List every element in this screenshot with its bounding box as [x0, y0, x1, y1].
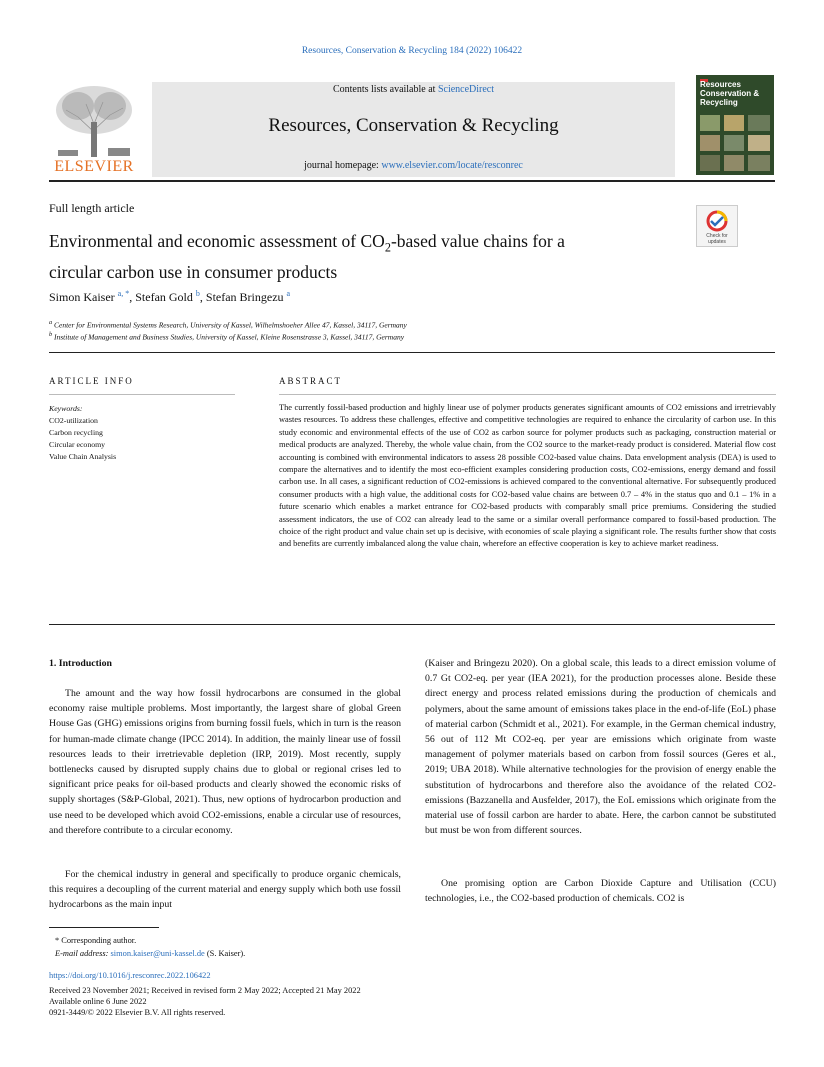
title-subscript: 2: [384, 240, 391, 255]
received-dates: Received 23 November 2021; Received in revised form 2 May 2022; Accepted 21 May 2022: [49, 986, 361, 995]
article-type: Full length article: [49, 201, 135, 215]
keywords-label: Keywords:: [49, 404, 83, 413]
email-label: E-mail address:: [55, 949, 111, 958]
abstract-rule: [279, 394, 776, 395]
available-online: Available online 6 June 2022: [49, 997, 147, 1006]
doi-link[interactable]: [49, 970, 211, 981]
author-affil-sup[interactable]: a: [286, 289, 291, 298]
title-line-2: circular carbon use in consumer products: [49, 261, 338, 282]
copyright: 0921-3449/© 2022 Elsevier B.V. All rights reserved.: [49, 1008, 226, 1017]
keyword-item: Value Chain Analysis: [49, 452, 117, 461]
publisher-logo-text[interactable]: ELSEVIER: [54, 158, 134, 175]
affil-sup: b: [49, 331, 53, 338]
footnote-rule: [49, 927, 159, 928]
abstract-text: The currently fossil-based production and highly linear use of polymer products generates significant amounts of CO2 emissions and irretrievably wastes resources. To address these challenges, effective and competitive technologies are required to enhance the circularity of carbon use. In this study economic and environmental effects of the use of CO2 as carbon source for polymer products such as packaging, construction material or medical products are analyzed. Thereby, the whole value chain, from the CO2 source to the market-ready product is considered. Material flow cost accounting is combined with environmental indicators to assess 28 possible CO2-based value chains. Data envelopment analysis (DEA) is used to compare the alternatives and to identify the most eco-efficient examples considering production costs, CO2-emissions, energy demand and fossil carbon use. In all cases, a significant reduction of CO2-emissions is achieved compared to the conventional alternative. For subsequently produced consumer products with a high value, the additional costs for CO2-based value chains are between 0.7 – 4% in the status quo and 0.1 – 1% in a future scenario which enables a market entrance for CO2-based products with comparably small price premiums. Considering the studied assessment indicators, the use of CO2 can already lead to the same or a similar overall performance compared to fossil-based production. The choice of the right product and value chain set up is decisive, with economies of scale playing a significant role. The results further show that costs and benefits are currently imbalanced along the value chain, wherefore an effective cooperation is key to achieve market readiness.: [279, 403, 776, 549]
email-link[interactable]: simon.kaiser@uni-kassel.de: [110, 949, 205, 958]
article-info-heading: ARTICLE INFO: [49, 376, 134, 386]
section-heading-introduction: 1. Introduction: [49, 658, 112, 669]
title-part-a: Environmental and economic assessment of CO: [49, 231, 385, 251]
abstract-bottom-rule: [49, 624, 775, 625]
affiliation-a: [49, 319, 407, 330]
contents-prefix: Contents lists available at: [332, 84, 438, 95]
journal-reference[interactable]: Resources, Conservation & Recycling 184 (2022) 106422: [301, 46, 523, 56]
author-name[interactable]: Simon Kaiser: [49, 290, 115, 304]
intro-paragraph-2: For the chemical industry in general and specifically to produce organic chemicals, this requires a decoupling of the current material and energy supply which both use fossil hydrocarbons as the main input: [49, 869, 401, 911]
intro-paragraph-4: One promising option are Carbon Dioxide Capture and Utilisation (CCU) technologies, i.e., the CO2-based production of chemicals. CO2 is: [425, 878, 776, 905]
author-name[interactable]: Stefan Gold: [135, 290, 193, 304]
keyword-item: Carbon recycling: [49, 428, 103, 437]
contents-line: [152, 84, 675, 95]
author-affil-sup[interactable]: a, *: [117, 289, 130, 298]
affiliation-b: [49, 331, 404, 342]
title-rule: [49, 352, 775, 353]
title-part-b: -based value chains for a: [390, 231, 565, 251]
email-suffix: (S. Kaiser).: [204, 949, 246, 958]
article-title: [49, 229, 689, 284]
corresponding-author-note: * Corresponding author.: [55, 936, 137, 945]
author-list: Simon Kaiser $^{a, *}$, Stefan Gold $^b$, Stefan Bringezu $^a$: [49, 289, 291, 304]
keywords-block: [49, 403, 116, 463]
intro-paragraph-3: (Kaiser and Bringezu 2020). On a global scale, this leads to a direct emission volume of 0.7 Gt CO2-eq. per year (IEA 2021), for the production processes alone. Beside these direct energy and process related emissions during the production of chemicals and polymers, about the same amount of emissions takes place in the end-of-life (EoL) phase of material carbon (Schmidt et al., 2021). For example, in the German chemical industry, 56 out of 112 Mt CO2-eq. per year are emissions which originate from waste management of polymer materials based on carbon from fossil sources (Geres et al., 2019; UBA 2018). While alternative technologies for the provision of energy enable the substitution of hydrocarbons and therefore also the avoidance of the related CO2-emissions (Bazzanella and Ausfelder, 2017), the EoL emissions which originate from the material use of fossil carbon are harder to abate. Here, the carbon cannot be substituted but must be won from different sources.: [425, 658, 776, 837]
cover-title: Resources Conservation & Recycling: [700, 80, 760, 107]
check-updates-label: Check for updates: [706, 233, 728, 245]
keyword-item: CO2-utilization: [49, 416, 98, 425]
info-rule: [49, 394, 235, 395]
header-rule: [49, 180, 775, 182]
abstract-heading: ABSTRACT: [279, 376, 343, 386]
homepage-line: [152, 160, 675, 171]
affil-sup: a: [49, 319, 53, 326]
journal-title: Resources, Conservation & Recycling: [268, 115, 559, 136]
keyword-item: Circular economy: [49, 440, 106, 449]
author-name[interactable]: Stefan Bringezu: [205, 290, 284, 304]
affil-text: Institute of Management and Business Studies, University of Kassel, Kleine Rosenstrasse 3, Kassel, 34117, Germany: [54, 332, 405, 342]
author-affil-sup[interactable]: b: [195, 289, 200, 298]
affil-text: Center for Environmental Systems Research, University of Kassel, Wilhelmshoeher Allee 47, Kassel, 34117, Germany: [54, 320, 407, 330]
email-note: [49, 947, 245, 960]
sciencedirect-link[interactable]: ScienceDirect: [437, 84, 495, 95]
intro-paragraph-1: The amount and the way how fossil hydrocarbons are consumed in the global economy raise multiple problems. Most importantly, the largest share of global Green House Gas (GHG) emissions origins from burning fossil fuels, which in turn is the reason for human-made climate change (IPCC 2014). In addition, the mainly linear use of fossil resources leads to their irretrievable depletion (IRP, 2019). Most recently, supply bottlenecks caused by disrupted supply chains due to global or regional crises led to significant price peaks for oil-based products and clearly showed the economic risks of supply shortages (S&P-Global, 2021). Thus, new options of hydrocarbon production and use need to be developed which avoid CO2-emissions, enable a circular use of resources, and therefore contribute to a circular economy.: [49, 688, 401, 836]
homepage-prefix: journal homepage:: [304, 160, 382, 171]
check-for-updates-button[interactable]: [696, 205, 738, 247]
doi-text[interactable]: https://doi.org/10.1016/j.resconrec.2022.106422: [49, 971, 211, 980]
homepage-link[interactable]: www.elsevier.com/locate/resconrec: [381, 160, 523, 171]
